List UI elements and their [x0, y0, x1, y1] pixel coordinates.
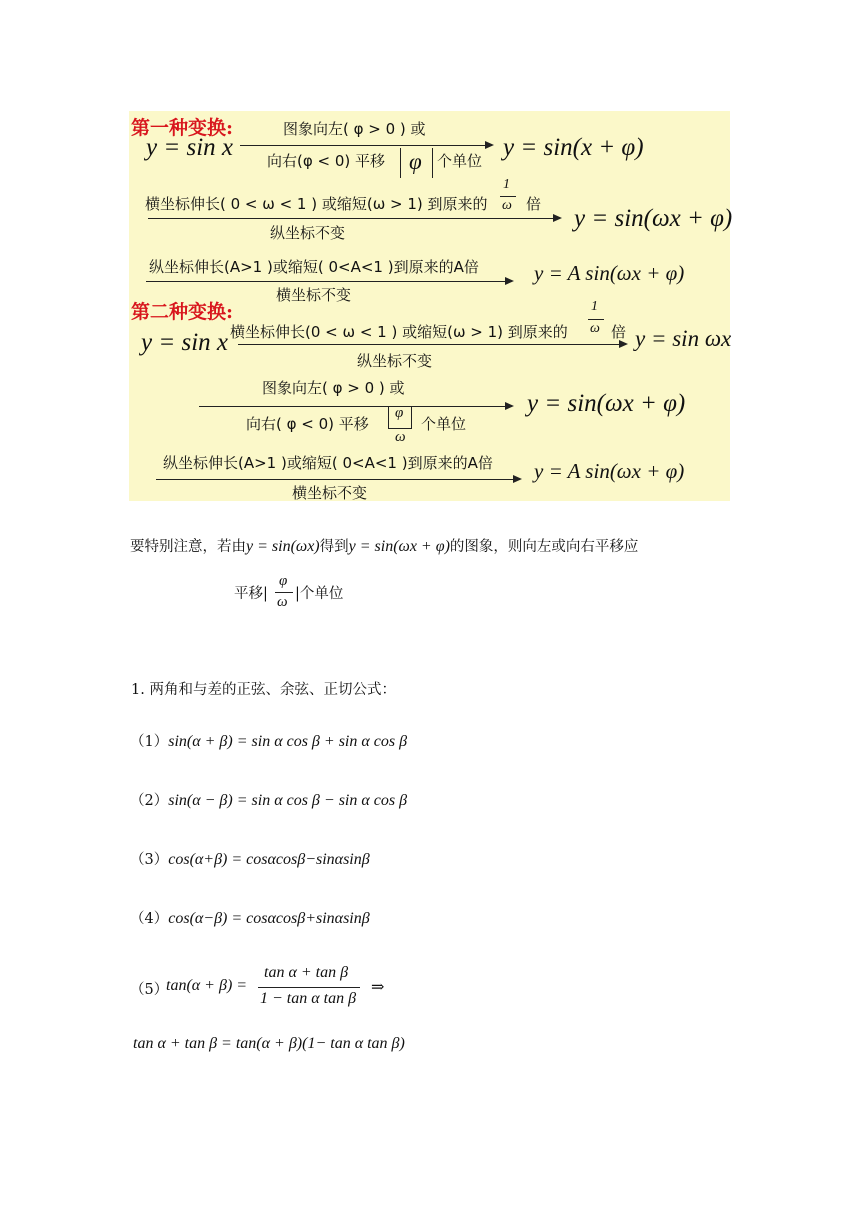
formula-row — [130, 789, 407, 810]
first-step1-bottom-label: 向右(φ < 0) 平移 — [267, 152, 386, 170]
first-step1-arrow — [240, 145, 492, 146]
second-step3-arrow — [156, 479, 520, 480]
note-expr-1: y = sin(ωx) — [246, 538, 320, 555]
note-shift-num: φ — [279, 573, 288, 589]
first-step2-result: y = sin(ωx + φ) — [574, 205, 733, 232]
second-start-function: y = sin x — [141, 329, 228, 356]
second-transform-heading: 第二种变换: — [131, 301, 234, 323]
formula-label: （3） — [130, 852, 169, 868]
formula-row — [130, 730, 407, 751]
formula-6-expr: tan α + tan β = tan(α + β)(1− tan α tan β) — [133, 1035, 405, 1052]
formula-expr: sin(α + β) = sin α cos β + sin α cos β — [168, 733, 408, 750]
note-text-b: 得到 — [319, 539, 349, 555]
phi-symbol: φ — [409, 149, 422, 174]
formula-5-fraction-line — [258, 987, 360, 988]
first-step3-top-label: 纵坐标伸长(A>1 )或缩短( 0<A<1 )到原来的A倍 — [149, 258, 479, 276]
second-step2-result: y = sin(ωx + φ) — [527, 390, 686, 417]
formula-5-numerator: tan α + tan β — [264, 964, 349, 981]
first-step3-bottom-label: 横坐标不变 — [276, 286, 352, 304]
note-shift-suffix: |个单位 — [295, 586, 344, 602]
formula-row — [130, 907, 370, 928]
formula-label: （4） — [130, 911, 169, 927]
formula-expr: cos(α+β) = cosαcosβ−sinαsinβ — [168, 851, 370, 868]
second-step2-unit-label: 个单位 — [421, 415, 467, 433]
first-step2-times-label: 倍 — [526, 195, 542, 213]
note-shift-den: ω — [277, 594, 288, 610]
formula-5-lhs: tan(α + β) = — [166, 977, 248, 994]
formula-expr: sin(α − β) = sin α cos β − sin α cos β — [168, 792, 408, 809]
first-start-function: y = sin x — [146, 134, 233, 161]
first-step1-unit-label: 个单位 — [437, 152, 483, 170]
implies-symbol: ⇒ — [371, 979, 385, 996]
formula-expr: cos(α−β) = cosαcosβ+sinαsinβ — [168, 910, 370, 927]
second-step1-times-label: 倍 — [611, 323, 627, 341]
second-abs-bar-left — [388, 406, 389, 428]
formula-label: （1） — [130, 734, 169, 750]
abs-bar-left — [400, 148, 401, 178]
second-step1-fraction-num: 1 — [591, 299, 598, 314]
first-step2-top-label: 横坐标伸长( 0 < ω < 1 ) 或缩短(ω > 1) 到原来的 — [145, 195, 488, 213]
note-expr-2: y = sin(ωx + φ) — [348, 538, 450, 555]
first-transform-heading: 第一种变换: — [131, 117, 234, 139]
section-title: 1. 两角和与差的正弦、余弦、正切公式： — [131, 682, 396, 698]
second-step1-bottom-label: 纵坐标不变 — [357, 352, 433, 370]
first-step2-fraction-num: 1 — [503, 177, 510, 192]
second-step2-fraction-num: φ — [395, 405, 404, 421]
first-step1-top-label: 图象向左( φ > 0 ) 或 — [283, 120, 426, 138]
first-step1-result: y = sin(x + φ) — [503, 134, 644, 161]
first-step3-arrow — [146, 281, 512, 282]
note-text-a: 要特别注意，若由 — [130, 539, 246, 555]
first-step3-result: y = A sin(ωx + φ) — [534, 261, 685, 285]
second-step3-result: y = A sin(ωx + φ) — [534, 459, 685, 483]
first-step2-bottom-label: 纵坐标不变 — [270, 224, 346, 242]
note-shift-prefix: 平移| — [234, 586, 268, 602]
second-step1-fraction-den: ω — [590, 321, 600, 336]
second-step2-arrow — [199, 406, 512, 407]
note-text-c: 的图象，则向左或向右平移应 — [449, 539, 639, 555]
second-step1-fraction-line — [588, 319, 604, 320]
abs-bar-right — [432, 148, 433, 178]
second-step3-top-label: 纵坐标伸长(A>1 )或缩短( 0<A<1 )到原来的A倍 — [163, 454, 493, 472]
first-step2-fraction-den: ω — [502, 198, 512, 213]
first-step2-arrow — [148, 218, 560, 219]
second-step2-bottom-label: 向右( φ < 0) 平移 — [246, 415, 369, 433]
second-abs-bar-right — [411, 406, 412, 428]
formula-5-denominator: 1 − tan α tan β — [260, 990, 357, 1007]
first-step2-fraction-line — [500, 196, 516, 197]
note-shift-fraction-line — [275, 592, 293, 593]
second-step2-fraction-den: ω — [395, 429, 406, 445]
second-step1-arrow — [238, 344, 626, 345]
second-step1-top-label: 横坐标伸长(0 < ω < 1 ) 或缩短(ω > 1) 到原来的 — [230, 323, 568, 341]
formula-5-label: （5） — [130, 982, 169, 998]
formula-row — [130, 848, 370, 869]
formula-label: （2） — [130, 793, 169, 809]
second-step1-result: y = sin ωx — [635, 326, 732, 351]
note-paragraph — [130, 535, 638, 556]
second-step3-bottom-label: 横坐标不变 — [292, 484, 368, 502]
second-step2-top-label: 图象向左( φ > 0 ) 或 — [262, 379, 405, 397]
